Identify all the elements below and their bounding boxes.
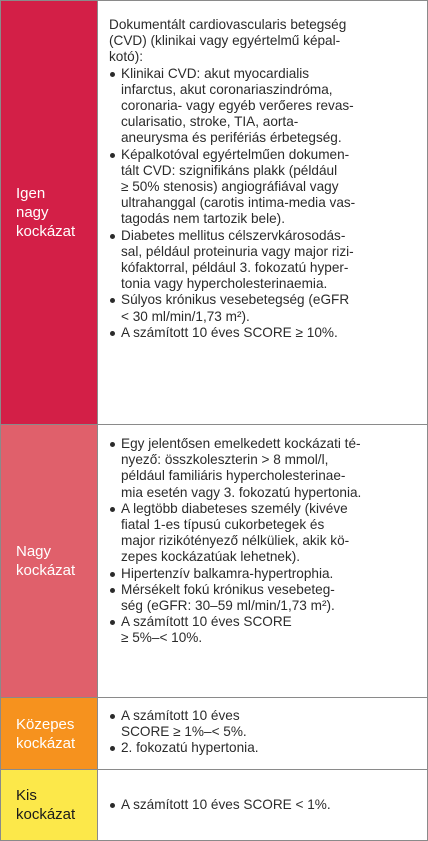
criteria-item	[107, 708, 419, 740]
risk-label-line: kockázat	[16, 223, 76, 240]
criteria-item-line: A számított 10 éves SCORE < 1%.	[121, 796, 331, 812]
risk-label-moderate	[1, 698, 97, 769]
criteria-item-line: A legtöbb diabeteses személy (kivéve	[121, 500, 348, 516]
criteria-item-line: tált CVD: szignifikáns plakk (például	[121, 162, 338, 178]
criteria-item	[107, 436, 419, 501]
risk-criteria-high	[97, 425, 427, 697]
criteria-item-line: nyező: összkoleszterin > 8 mmol/l,	[121, 452, 329, 468]
risk-row-high	[1, 425, 427, 698]
risk-row-very-high	[1, 1, 427, 425]
risk-label-line: Igen	[16, 185, 46, 202]
risk-label-line: nagy	[16, 204, 49, 221]
criteria-item-line: ≥ 50% stenosis) angiográfiával vagy	[121, 179, 339, 195]
risk-row-low	[1, 770, 427, 840]
risk-label-very-high	[1, 1, 97, 424]
criteria-item	[107, 582, 419, 614]
risk-criteria-low	[97, 770, 427, 840]
risk-criteria-very-high	[97, 1, 427, 424]
criteria-item	[107, 228, 419, 293]
criteria-list	[107, 66, 419, 341]
risk-label-line: kockázat	[16, 806, 76, 823]
criteria-item-line: fiatal 1-es típusú cukorbetegek és	[121, 517, 325, 533]
criteria-item	[107, 797, 419, 813]
criteria-item-line: Klinikai CVD: akut myocardialis	[121, 65, 310, 81]
criteria-item-line: A számított 10 éves SCORE	[121, 614, 292, 630]
risk-label-high	[1, 425, 97, 697]
criteria-item-line: SCORE ≥ 1%–< 5%.	[121, 724, 247, 740]
risk-label-low	[1, 770, 97, 840]
criteria-item-line: major rizikótényező nélküliek, akik kö-	[121, 533, 350, 549]
criteria-item-line: infarctus, akut coronariaszindróma,	[121, 81, 333, 97]
risk-label-line: Nagy	[16, 543, 52, 560]
criteria-item-line: 2. fokozatú hypertonia.	[121, 740, 259, 756]
criteria-item-line: kófaktorral, például 3. fokozatú hyper-	[121, 260, 349, 276]
criteria-list	[107, 436, 419, 647]
criteria-item-line: Súlyos krónikus vesebetegség (eGFR	[121, 292, 350, 308]
criteria-item-line: A számított 10 éves SCORE ≥ 10%.	[121, 324, 338, 340]
criteria-item	[107, 292, 419, 324]
criteria-intro	[107, 17, 419, 66]
criteria-item-line: Egy jelentősen emelkedett kockázati té-	[121, 436, 361, 451]
criteria-item-line: mia esetén vagy 3. fokozatú hypertonia.	[121, 484, 362, 500]
criteria-item-line: Hipertenzív balkamra-hypertrophia.	[121, 565, 334, 581]
criteria-list	[107, 797, 419, 813]
criteria-item	[107, 740, 419, 756]
criteria-item	[107, 66, 419, 147]
criteria-item	[107, 614, 419, 646]
criteria-item-line: ség (eGFR: 30–59 ml/min/1,73 m²).	[121, 598, 335, 614]
risk-criteria-moderate	[97, 698, 427, 769]
criteria-item	[107, 325, 419, 341]
criteria-item-line: Képalkotóval egyértelműen dokumen-	[121, 146, 350, 162]
criteria-intro-line: Dokumentált cardiovascularis betegség	[109, 17, 347, 32]
criteria-item-line: ≥ 5%–< 10%.	[121, 630, 203, 646]
criteria-item-line: tagodás nem tartozik bele).	[121, 211, 285, 227]
criteria-item	[107, 566, 419, 582]
risk-label-line: kockázat	[16, 562, 76, 579]
risk-row-moderate	[1, 698, 427, 770]
criteria-item-line: tonia vagy hypercholesterinaemia.	[121, 276, 328, 292]
criteria-item	[107, 147, 419, 228]
criteria-item-line: Diabetes mellitus célszervkárosodás-	[121, 227, 346, 243]
criteria-item-line: coronaria- vagy egyéb verőeres revas-	[121, 98, 354, 114]
criteria-list	[107, 708, 419, 757]
risk-label-line: kockázat	[16, 734, 76, 752]
criteria-item-line: cularisatio, stroke, TIA, aorta-	[121, 114, 299, 130]
criteria-intro-line: kotó):	[109, 49, 143, 65]
criteria-item-line: aneurysma és perifériás érbetegség.	[121, 130, 342, 146]
criteria-item-line: ultrahanggal (carotis intima-media vas-	[121, 195, 356, 211]
risk-label-line: Közepes	[16, 715, 75, 733]
criteria-item-line: A számított 10 éves	[121, 708, 240, 723]
criteria-item-line: zepes kockázatúak lehetnek).	[121, 549, 301, 565]
criteria-item-line: sal, például proteinuria vagy major rizi-	[121, 243, 354, 259]
criteria-item-line: < 30 ml/min/1,73 m²).	[121, 308, 250, 324]
criteria-item-line: például familiáris hypercholesterinae-	[121, 468, 346, 484]
criteria-item	[107, 501, 419, 566]
criteria-item-line: Mérsékelt fokú krónikus vesebeteg-	[121, 581, 335, 597]
criteria-intro-line: (CVD) (klinikai vagy egyértelmű képal-	[109, 33, 341, 49]
risk-label-line: Kis	[16, 787, 37, 804]
